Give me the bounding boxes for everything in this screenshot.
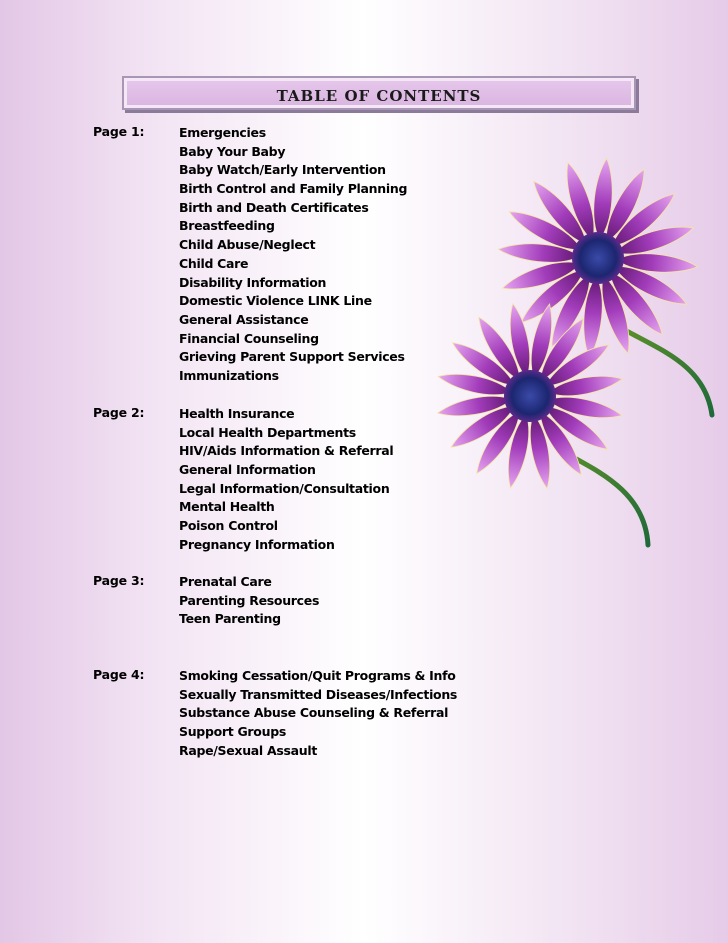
toc-item: Baby Your Baby <box>179 143 286 159</box>
toc-item: Support Groups <box>179 724 286 740</box>
toc-item: Poison Control <box>179 518 278 534</box>
toc-item: HIV/Aids Information & Referral <box>179 443 394 459</box>
page-label: Page 2: <box>93 405 145 420</box>
toc-item: Sexually Transmitted Diseases/Infections <box>179 686 458 702</box>
toc-item: Mental Health <box>179 499 275 515</box>
toc-item: Financial Counseling <box>179 330 319 346</box>
toc-item: Parenting Resources <box>179 592 320 608</box>
toc-item: Grieving Parent Support Services <box>179 349 405 365</box>
toc-item: Birth Control and Family Planning <box>179 181 408 197</box>
page-label: Page 3: <box>93 573 145 588</box>
toc-item: Immunizations <box>179 367 279 383</box>
toc-item: Breastfeeding <box>179 218 275 234</box>
toc-item: General Information <box>179 462 316 478</box>
toc-item: Substance Abuse Counseling & Referral <box>179 705 449 721</box>
toc-item: Health Insurance <box>179 406 295 421</box>
flower-center <box>504 370 556 422</box>
toc-item: Rape/Sexual Assault <box>179 742 318 758</box>
toc-item: Birth and Death Certificates <box>179 199 369 215</box>
page-label: Page 4: <box>93 667 145 682</box>
toc-item: Child Care <box>179 255 249 271</box>
toc-title: TABLE OF CONTENTS <box>276 87 482 105</box>
daisy-flowers-illustration <box>420 150 720 560</box>
toc-item: Disability Information <box>179 274 327 290</box>
toc-item: Child Abuse/Neglect <box>179 237 316 253</box>
toc-item: Legal Information/Consultation <box>179 480 390 496</box>
toc-item: Pregnancy Information <box>179 536 335 552</box>
toc-item: Teen Parenting <box>179 611 281 627</box>
toc-item: General Assistance <box>179 311 309 327</box>
stem <box>625 330 712 415</box>
toc-item: Smoking Cessation/Quit Programs & Info <box>179 668 456 683</box>
toc-item: Baby Watch/Early Intervention <box>179 162 386 178</box>
toc-item: Local Health Departments <box>179 424 356 440</box>
toc-item: Emergencies <box>179 125 266 140</box>
upper-flower <box>498 158 699 359</box>
toc-item: Prenatal Care <box>179 574 272 589</box>
toc-title-box <box>122 76 636 110</box>
flower-center <box>572 232 624 284</box>
page-label: Page 1: <box>93 124 145 139</box>
toc-item: Domestic Violence LINK Line <box>179 293 372 309</box>
